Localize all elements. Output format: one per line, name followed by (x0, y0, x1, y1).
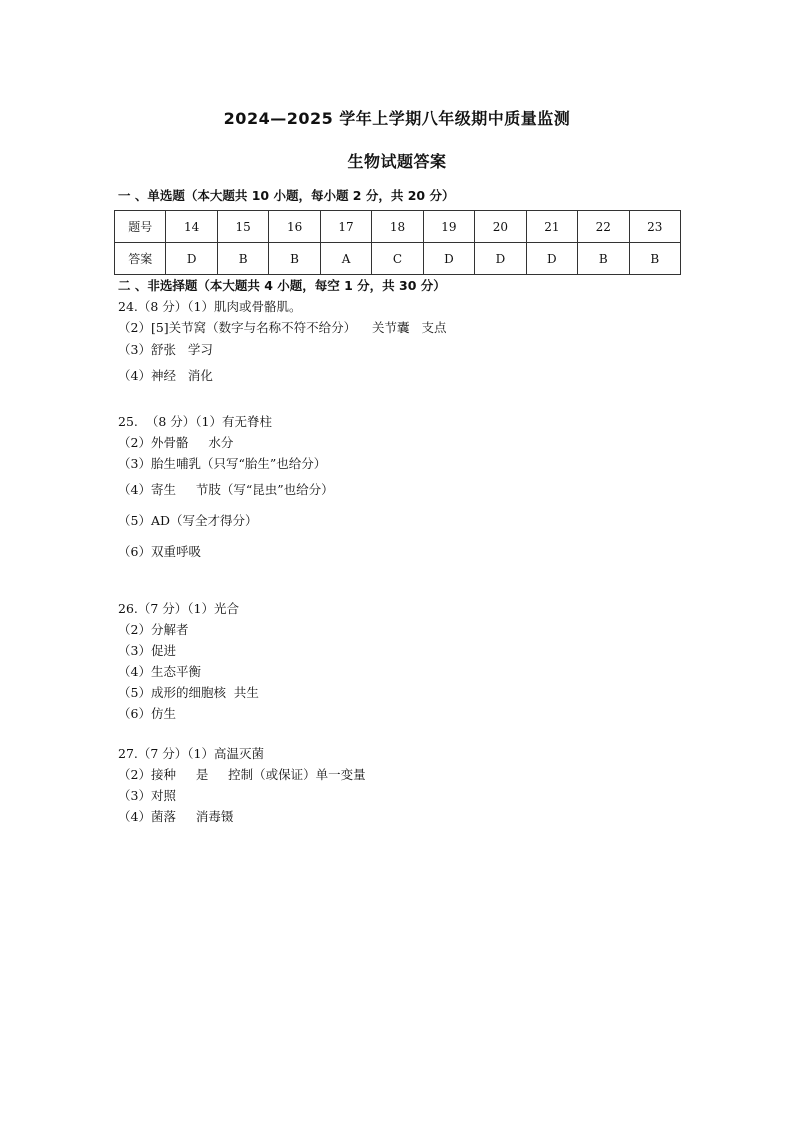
table-cell-number: 21 (526, 211, 577, 243)
answer-line: （5）AD（写全才得分） (118, 513, 258, 528)
table-cell-number: 14 (166, 211, 217, 243)
document-title: 2024—2025 学年上学期八年级期中质量监测 (223, 109, 571, 128)
answer-table (114, 210, 681, 275)
section-heading-single-choice: 一 、单选题（本大题共 10 小题，每小题 2 分，共 20 分） (118, 188, 455, 203)
table-cell-number: 16 (269, 211, 320, 243)
section-heading-non-choice: 二 、非选择题（本大题共 4 小题，每空 1 分，共 30 分） (118, 278, 446, 293)
table-cell-number: 15 (217, 211, 268, 243)
answer-line: （4）神经 消化 (118, 368, 213, 383)
answer-line: （3）舒张 学习 (118, 342, 213, 357)
answer-line: （2）分解者 (118, 622, 189, 637)
answer-line: （4）生态平衡 (118, 664, 201, 679)
answer-line: （3）促进 (118, 643, 176, 658)
answer-line: （3）胎生哺乳（只写“胎生”也给分） (118, 456, 327, 471)
answer-line: 26.（7 分）（1）光合 (118, 601, 240, 616)
table-cell-answer: B (629, 243, 680, 275)
table-row-question-numbers (115, 211, 681, 243)
table-cell-number: 23 (629, 211, 680, 243)
document-subtitle: 生物试题答案 (347, 152, 447, 171)
table-cell-answer: D (423, 243, 474, 275)
table-cell-number: 17 (320, 211, 371, 243)
answer-line: （5）成形的细胞核 共生 (118, 685, 259, 700)
answer-line: 25. （8 分）（1）有无脊柱 (118, 414, 272, 429)
table-cell-answer: D (475, 243, 526, 275)
answer-line: （2）外骨骼 水分 (118, 435, 234, 450)
answer-line: （2）接种 是 控制（或保证）单一变量 (118, 767, 366, 782)
answer-line: （2）[5]关节窝（数字与名称不符不给分） 关节囊 支点 (118, 320, 447, 335)
table-cell-answer: B (217, 243, 268, 275)
table-cell-answer: C (372, 243, 423, 275)
table-cell-label: 题号 (115, 211, 166, 243)
table-cell-answer: B (269, 243, 320, 275)
table-cell-answer: B (578, 243, 629, 275)
table-cell-answer: A (320, 243, 371, 275)
table-cell-number: 22 (578, 211, 629, 243)
answer-line: （6）仿生 (118, 706, 176, 721)
answer-line: （4）寄生 节肢（写“昆虫”也给分） (118, 482, 334, 497)
table-cell-number: 20 (475, 211, 526, 243)
answer-line: 27.（7 分）（1）高温灭菌 (118, 746, 265, 761)
table-row-answers (115, 243, 681, 275)
answer-line: （4）菌落 消毒镊 (118, 809, 234, 824)
table-cell-label: 答案 (115, 243, 166, 275)
table-cell-number: 18 (372, 211, 423, 243)
table-cell-answer: D (166, 243, 217, 275)
table-cell-number: 19 (423, 211, 474, 243)
answer-line: （3）对照 (118, 788, 176, 803)
answer-line: （6）双重呼吸 (118, 544, 201, 559)
table-cell-answer: D (526, 243, 577, 275)
answer-line: 24.（8 分）（1）肌肉或骨骼肌。 (118, 299, 302, 314)
